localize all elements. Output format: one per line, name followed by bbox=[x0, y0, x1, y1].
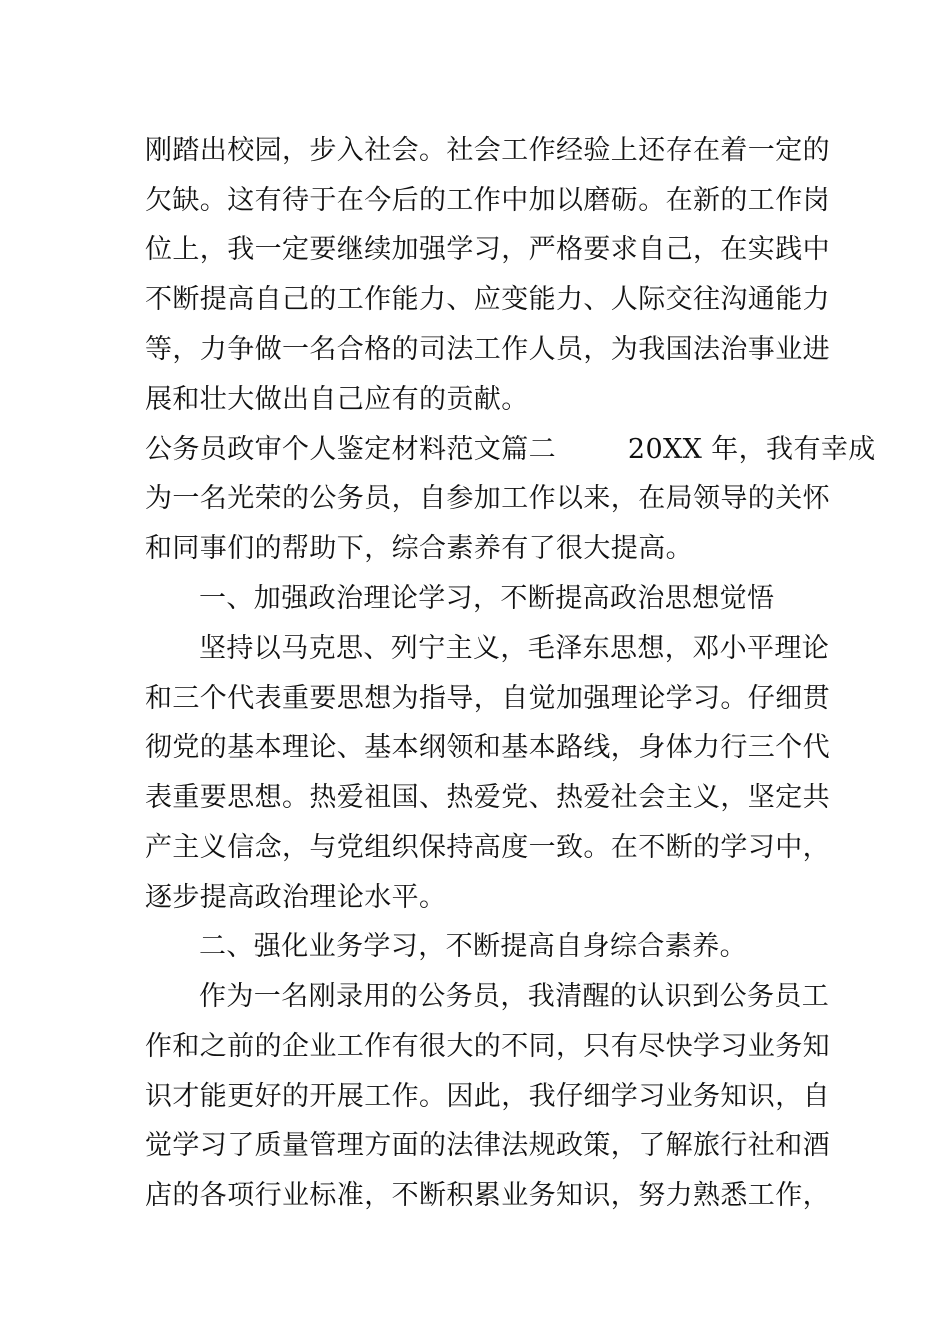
text-line: 店的各项行业标准，不断积累业务知识，努力熟悉工作， bbox=[145, 1180, 830, 1211]
text-line: 为一名光荣的公务员，自参加工作以来，在局领导的关怀 bbox=[145, 483, 830, 514]
subheading-line: 一、加强政治理论学习，不断提高政治思想觉悟 bbox=[199, 583, 775, 614]
text-line: 作为一名刚录用的公务员，我清醒的认识到公务员工 bbox=[199, 981, 830, 1012]
text-line: 不断提高自己的工作能力、应变能力、人际交往沟通能力 bbox=[145, 284, 830, 315]
text-line: 坚持以马克思、列宁主义，毛泽东思想，邓小平理论 bbox=[199, 633, 830, 664]
text-line: 位上，我一定要继续加强学习，严格要求自己，在实践中 bbox=[145, 234, 830, 265]
text-line: 作和之前的企业工作有很大的不同，只有尽快学习业务知 bbox=[145, 1031, 830, 1062]
text-line: 产主义信念，与党组织保持高度一致。在不断的学习中， bbox=[145, 832, 830, 863]
subheading-line: 二、强化业务学习，不断提高自身综合素养。 bbox=[199, 931, 747, 962]
text-line: 展和壮大做出自己应有的贡献。 bbox=[145, 384, 529, 415]
text-line: 和同事们的帮助下，综合素养有了很大提高。 bbox=[145, 533, 693, 564]
text-line: 等，力争做一名合格的司法工作人员，为我国法治事业进 bbox=[145, 334, 830, 365]
text-line: 欠缺。这有待于在今后的工作中加以磨砺。在新的工作岗 bbox=[145, 185, 830, 216]
text-line: 觉学习了质量管理方面的法律法规政策，了解旅行社和酒 bbox=[145, 1130, 830, 1161]
text-line: 刚踏出校园，步入社会。社会工作经验上还存在着一定的 bbox=[145, 135, 830, 166]
text-line: 和三个代表重要思想为指导，自觉加强理论学习。仔细贯 bbox=[145, 683, 830, 714]
text-line: 逐步提高政治理论水平。 bbox=[145, 882, 447, 913]
text-line: 识才能更好的开展工作。因此，我仔细学习业务知识，自 bbox=[145, 1081, 830, 1112]
text-line: 表重要思想。热爱祖国、热爱党、热爱社会主义，坚定共 bbox=[145, 782, 830, 813]
text-line: 彻党的基本理论、基本纲领和基本路线，身体力行三个代 bbox=[145, 732, 830, 763]
section-heading-line: 公务员政审个人鉴定材料范文篇二 20XX 年，我有幸成 bbox=[145, 434, 876, 465]
